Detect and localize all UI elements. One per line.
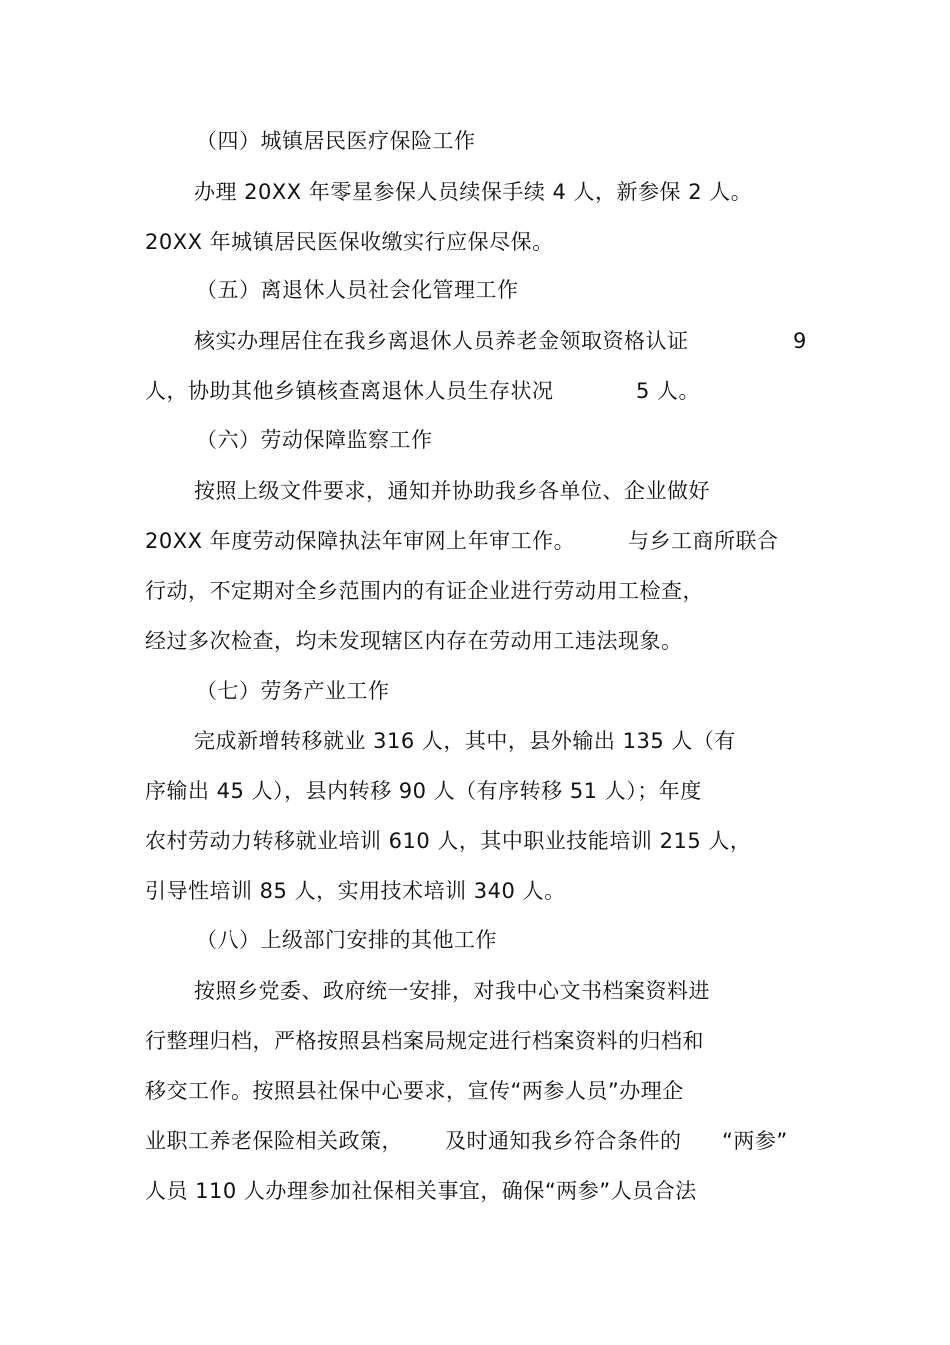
paragraph-line: 行整理归档，严格按照县档案局规定进行档案资料的归档和 [145,1029,704,1053]
paragraph-line: 核实办理居住在我乡离退休人员养老金领取资格认证 [194,329,689,353]
section-heading: （五）离退休人员社会化管理工作 [196,278,519,302]
paragraph-line: 20XX 年城镇居民医保收缴实行应保尽保。 [145,230,554,254]
section-heading: （四）城镇居民医疗保险工作 [196,129,476,153]
paragraph-line: 经过多次检查，均未发现辖区内存在劳动用工违法现象。 [145,629,683,653]
paragraph-line: 序输出 45 人），县内转移 90 人（有序转移 51 人）；年度 [145,779,702,803]
paragraph-line: 业职工养老保险相关政策， [145,1129,403,1153]
paragraph-line: 9 [793,329,807,353]
paragraph-line: 人，协助其他乡镇核查离退休人员生存状况 [145,379,554,403]
paragraph-line: 20XX 年度劳动保障执法年审网上年审工作。 [145,529,576,553]
paragraph-line: 按照乡党委、政府统一安排，对我中心文书档案资料进 [194,979,710,1003]
paragraph-line: 行动，不定期对全乡范围内的有证企业进行劳动用工检查， [145,579,704,603]
paragraph-line: 农村劳动力转移就业培训 610 人，其中职业技能培训 215 人， [145,829,752,853]
paragraph-line: 移交工作。按照县社保中心要求，宣传“两参人员”办理企 [145,1079,684,1103]
paragraph-line: 及时通知我乡符合条件的 [445,1129,682,1153]
paragraph-line: 完成新增转移就业 316 人，其中，县外输出 135 人（有 [194,729,736,753]
paragraph-line: 人员 110 人办理参加社保相关事宜，确保“两参”人员合法 [145,1179,697,1203]
section-heading: （六）劳动保障监察工作 [196,428,433,452]
paragraph-line: 5 人。 [636,379,701,403]
paragraph-line: 引导性培训 85 人，实用技术培训 340 人。 [145,879,566,903]
paragraph-line: 与乡工商所联合 [628,529,779,553]
paragraph-line: “两参” [722,1129,788,1153]
section-heading: （八）上级部门安排的其他工作 [196,928,497,952]
section-heading: （七）劳务产业工作 [196,679,390,703]
paragraph-line: 办理 20XX 年零星参保人员续保手续 4 人，新参保 2 人。 [194,180,753,204]
paragraph-line: 按照上级文件要求，通知并协助我乡各单位、企业做好 [194,479,710,503]
